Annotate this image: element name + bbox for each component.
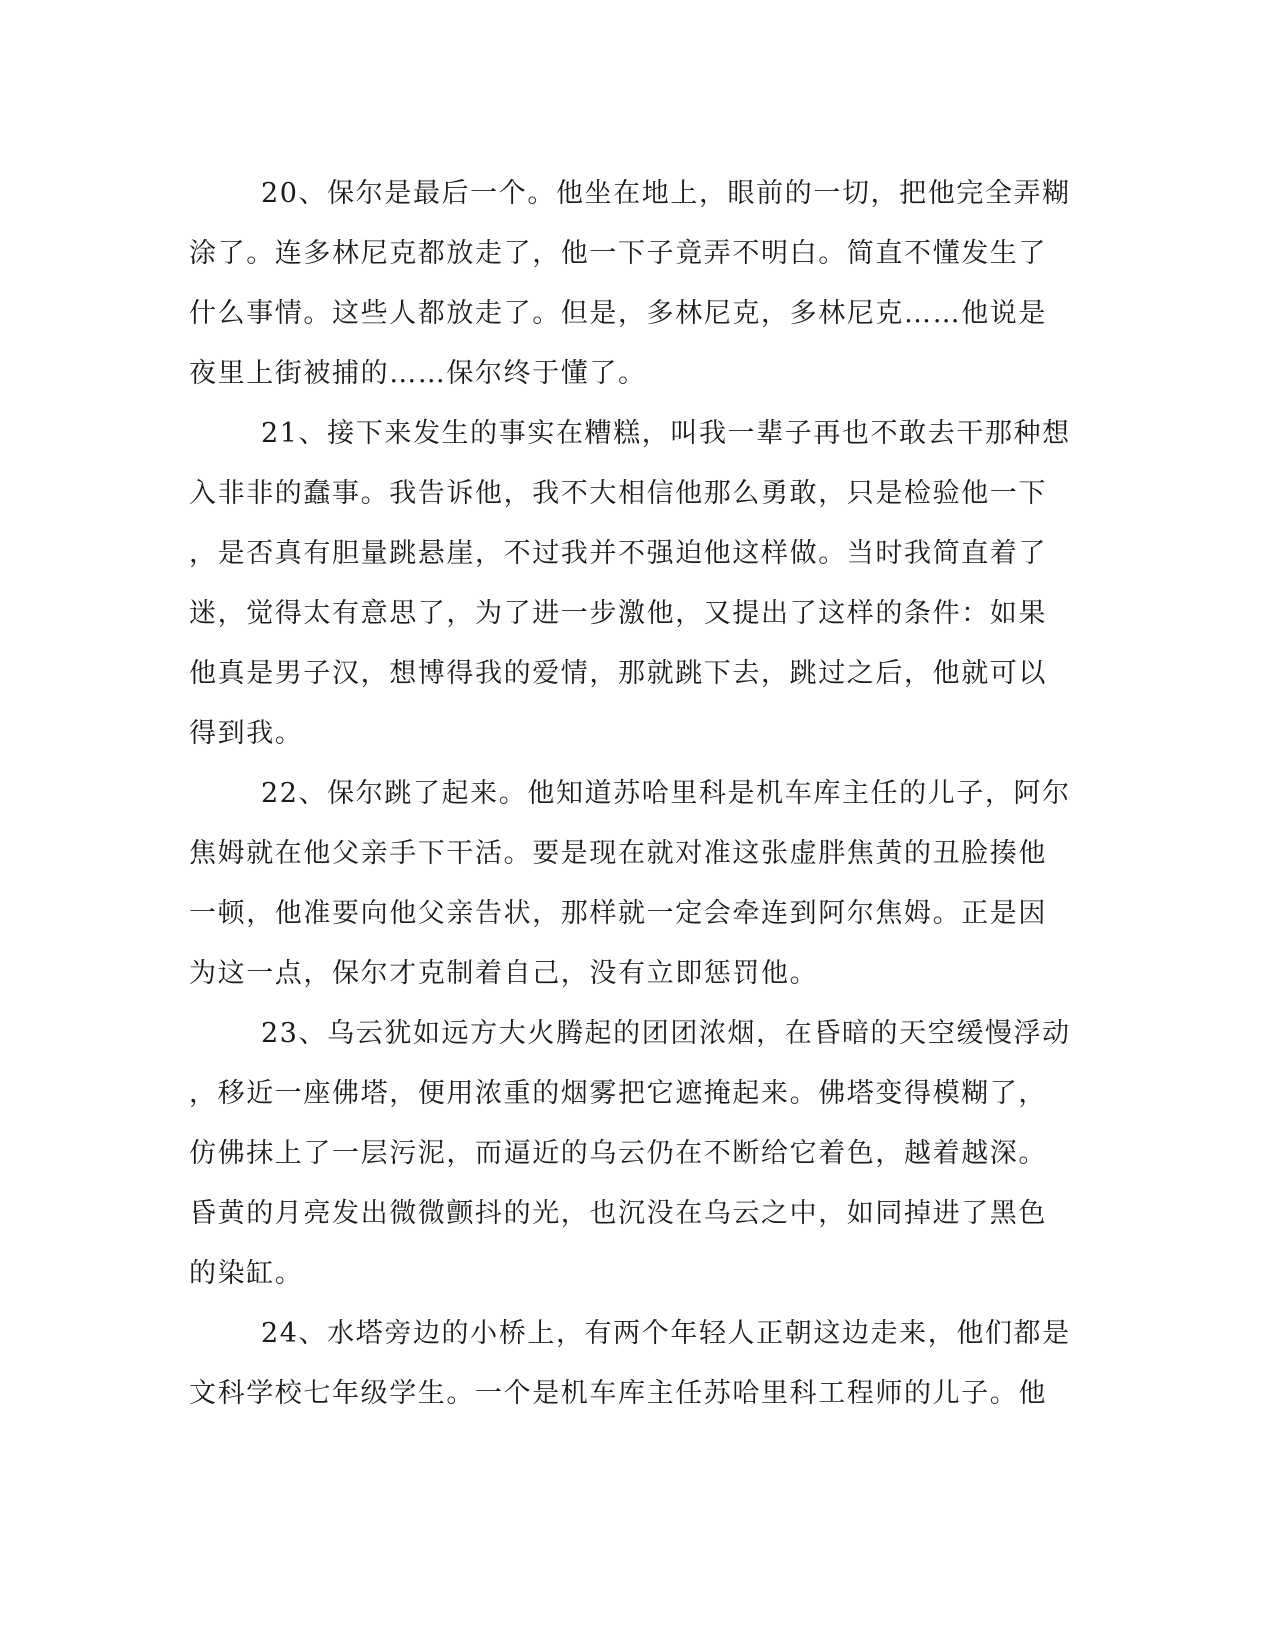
text-line: 入非非的蠢事。我告诉他，我不大相信他那么勇敢，只是检验他一下 [189, 478, 1047, 509]
text-line: 23、乌云犹如远方大火腾起的团团浓烟，在昏暗的天空缓慢浮动 [261, 1018, 1071, 1049]
text-line: 他真是男子汉，想博得我的爱情，那就跳下去，跳过之后，他就可以 [189, 658, 1047, 689]
text-line: 得到我。 [189, 718, 304, 749]
text-line: 迷，觉得太有意思了，为了进一步激他，又提出了这样的条件：如果 [189, 598, 1047, 629]
text-line: 21、接下来发生的事实在糟糕，叫我一辈子再也不敢去干那种想 [261, 418, 1071, 449]
text-line: 为这一点，保尔才克制着自己，没有立即惩罚他。 [189, 958, 819, 989]
text-line: 涂了。连多林尼克都放走了，他一下子竟弄不明白。简直不懂发生了 [189, 238, 1047, 269]
paragraph-22 [189, 764, 1079, 1004]
text-line: 文科学校七年级学生。一个是机车库主任苏哈里科工程师的儿子。他 [189, 1378, 1047, 1409]
paragraph-24 [189, 1304, 1079, 1424]
paragraph-20 [189, 164, 1079, 404]
text-line: 什么事情。这些人都放走了。但是，多林尼克，多林尼克……他说是 [189, 298, 1047, 329]
text-line: 夜里上街被捕的……保尔终于懂了。 [189, 358, 647, 389]
text-line: 昏黄的月亮发出微微颤抖的光，也沉没在乌云之中，如同掉进了黑色 [189, 1198, 1047, 1229]
text-line: 仿佛抹上了一层污泥，而逼近的乌云仍在不断给它着色，越着越深。 [189, 1138, 1047, 1169]
text-line: 24、水塔旁边的小桥上，有两个年轻人正朝这边走来，他们都是 [261, 1318, 1071, 1349]
text-line: 焦姆就在他父亲手下干活。要是现在就对准这张虚胖焦黄的丑脸揍他 [189, 838, 1047, 869]
paragraph-21 [189, 404, 1079, 764]
text-line: ，移近一座佛塔，便用浓重的烟雾把它遮掩起来。佛塔变得模糊了， [189, 1078, 1047, 1109]
document-body [189, 164, 1079, 1424]
text-line: 22、保尔跳了起来。他知道苏哈里科是机车库主任的儿子，阿尔 [261, 778, 1071, 809]
text-line: 一顿，他准要向他父亲告状，那样就一定会牵连到阿尔焦姆。正是因 [189, 898, 1047, 929]
paragraph-23 [189, 1004, 1079, 1304]
text-line: 的染缸。 [189, 1258, 304, 1289]
text-line: ，是否真有胆量跳悬崖，不过我并不强迫他这样做。当时我简直着了 [189, 538, 1047, 569]
text-line: 20、保尔是最后一个。他坐在地上，眼前的一切，把他完全弄糊 [261, 178, 1071, 209]
